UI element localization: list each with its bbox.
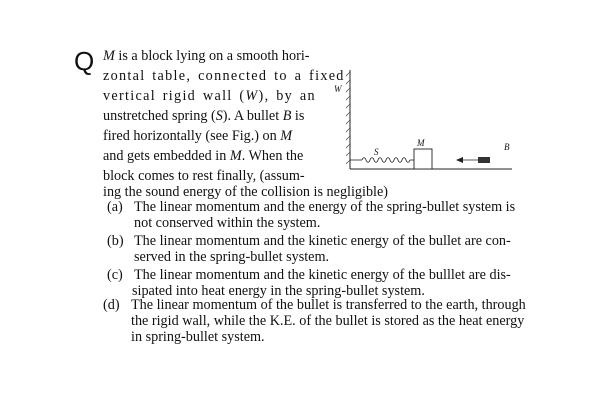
stem-text: block comes to rest finally, (assum- [103, 168, 305, 184]
spring-coils [362, 158, 410, 163]
stem-text: . When the [241, 148, 304, 164]
option-label: (a) [107, 199, 123, 215]
option-text: the rigid wall, while the K.E. of the bullet is stored as the heat energy [131, 313, 525, 329]
wall-hatching [346, 72, 350, 164]
math-symbol: M [103, 48, 115, 64]
option-text: sipated into heat energy in the spring-bullet system. [132, 283, 425, 299]
math-symbol: B [282, 108, 292, 124]
stem-text: vertical rigid wall ( [103, 88, 246, 104]
stem-text: ), by an [258, 88, 316, 104]
bullet-arrow-head [456, 157, 463, 163]
stem-text: ). A bullet [222, 108, 283, 124]
stem-text: and gets embedded in [103, 148, 230, 164]
option-text: The linear momentum and the kinetic energy of the bullet are con- [134, 233, 511, 249]
stem-text: is [291, 108, 305, 124]
option-label: (b) [107, 233, 124, 249]
bullet-label: B [504, 142, 510, 152]
stem-text: unstretched spring ( [103, 108, 216, 124]
option-label: (c) [107, 267, 123, 283]
math-symbol: M [229, 148, 242, 164]
wall-label: W [334, 84, 342, 94]
bullet-b [478, 157, 490, 163]
stem-text: fired horizontally (see Fig.) on [103, 128, 281, 144]
stem-text: zontal table, connected to a fixed [103, 68, 345, 84]
option-label: (d) [103, 297, 120, 313]
math-symbol: M [280, 128, 293, 144]
math-symbol: S [215, 108, 223, 124]
option-text: in spring-bullet system. [131, 329, 265, 345]
option-text: The linear momentum and the energy of the spring-bullet system is [134, 199, 516, 215]
block-m [414, 149, 432, 169]
spring-label: S [374, 147, 379, 157]
block-label: M [417, 138, 425, 148]
math-symbol: W [245, 88, 259, 104]
option-text: served in the spring-bullet system. [134, 249, 330, 265]
stem-text: ing the sound energy of the collision is negligible) [103, 184, 389, 200]
option-text: The linear momentum and the kinetic energy of the bulllet are dis- [134, 267, 511, 283]
option-text: The linear momentum of the bullet is transferred to the earth, through [131, 297, 526, 313]
option-text: not conserved within the system. [134, 215, 321, 231]
stem-text: is a block lying on a smooth hori- [114, 48, 310, 64]
question-marker: Q [74, 46, 95, 76]
